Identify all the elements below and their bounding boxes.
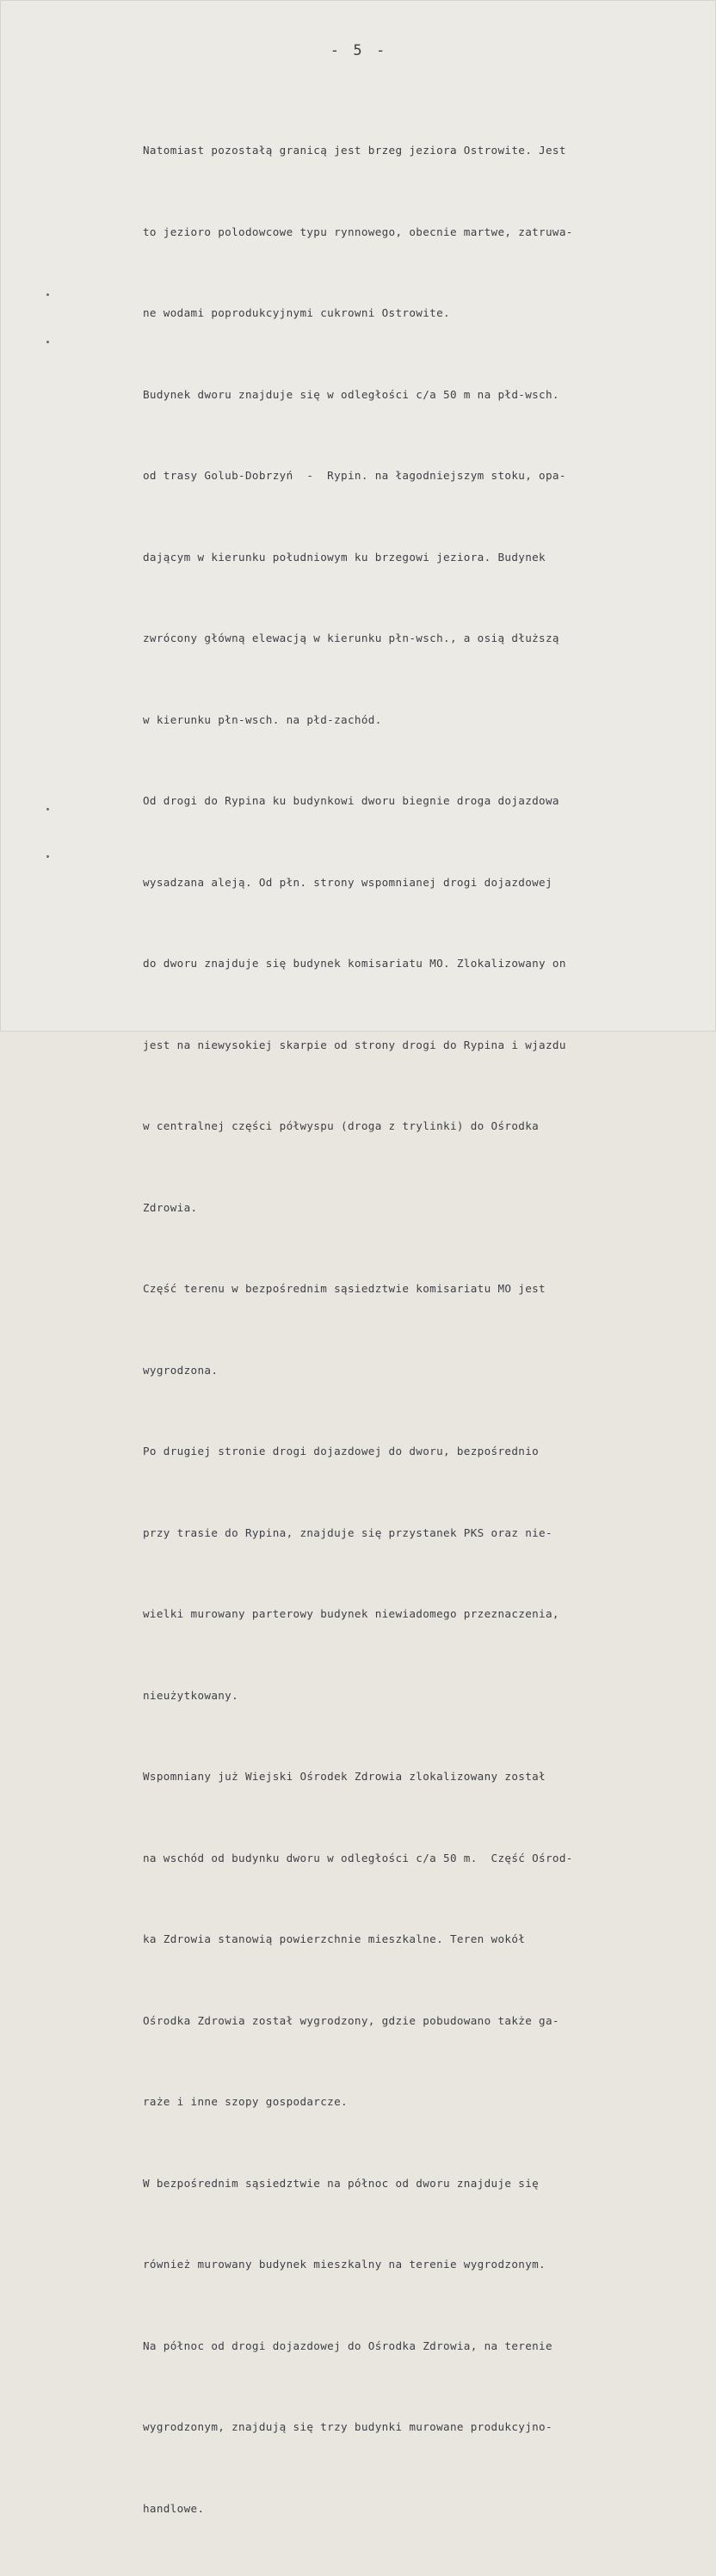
typed-text-body: [143, 83, 702, 2576]
text-line: wysadzana aleją. Od płn. strony wspomnianej drogi dojazdowej: [143, 875, 552, 889]
margin-punch-dot: [46, 341, 49, 343]
text-line: Po drugiej stronie drogi dojazdowej do dworu, bezpośrednio: [143, 1445, 540, 1457]
text-line: Budynek dworu znajduje się w odległości c/a 50 m na płd-wsch.: [143, 387, 559, 401]
page-number-dash-left: -: [330, 42, 340, 59]
text-line: Natomiast pozostałą granicą jest brzeg jeziora Ostrowite. Jest: [143, 144, 566, 157]
text-line: Od drogi do Rypina ku budynkowi dworu biegnie droga dojazdowa: [143, 794, 559, 807]
page-number-value: 5: [353, 42, 363, 59]
text-line: również murowany budynek mieszkalny na terenie wygrodzonym.: [143, 2258, 546, 2271]
text-line: w centralnej części półwyspu (droga z trylinki) do Ośrodka: [143, 1119, 540, 1132]
margin-punch-dot: [46, 855, 49, 858]
text-line: wygrodzonym, znajdują się trzy budynki murowane produkcyjno-: [143, 2420, 552, 2433]
text-line: Na północ od drogi dojazdowej do Ośrodka Zdrowia, na terenie: [143, 2339, 552, 2352]
text-line: handlowe.: [143, 2501, 205, 2515]
text-line: ka Zdrowia stanowią powierzchnie mieszkalne. Teren wokół: [143, 1932, 526, 1945]
margin-punch-dot: [46, 808, 49, 810]
text-line: ne wodami poprodukcyjnymi cukrowni Ostrowite.: [143, 306, 450, 319]
text-line: Zdrowia.: [143, 1200, 198, 1214]
text-line: Część terenu w bezpośrednim sąsiedztwie komisariatu MO jest: [143, 1282, 546, 1295]
page-number: [0, 42, 716, 59]
text-line: jest na niewysokiej skarpie od strony drogi do Rypina i wjazdu: [143, 1038, 566, 1051]
text-line: do dworu znajduje się budynek komisariatu MO. Zlokalizowany on: [143, 957, 566, 970]
text-line: wygrodzona.: [143, 1363, 219, 1377]
text-line: Wspomniany już Wiejski Ośrodek Zdrowia zlokalizowany został: [143, 1770, 546, 1783]
text-line: dającym w kierunku południowym ku brzegowi jeziora. Budynek: [143, 550, 546, 564]
text-line: w kierunku płn-wsch. na płd-zachód.: [143, 712, 382, 726]
page-number-dash-right: -: [376, 42, 386, 59]
text-line: nieużytkowany.: [143, 1688, 239, 1702]
text-line: od trasy Golub-Dobrzyń - Rypin. na łagodniejszym stoku, opa-: [143, 469, 566, 482]
text-line: W bezpośrednim sąsiedztwie na północ od dworu znajduje się: [143, 2176, 540, 2190]
text-line: przy trasie do Rypina, znajduje się przystanek PKS oraz nie-: [143, 1525, 552, 1539]
text-line: raże i inne szopy gospodarcze.: [143, 2095, 348, 2108]
text-line: zwrócony główną elewacją w kierunku płn-wsch., a osią dłuższą: [143, 632, 559, 644]
text-line: Ośrodka Zdrowia został wygrodzony, gdzie pobudowano także ga-: [143, 2013, 559, 2027]
text-line: wielki murowany parterowy budynek niewiadomego przeznaczenia,: [143, 1607, 559, 1620]
text-line: na wschód od budynku dworu w odległości c/a 50 m. Część Ośrod-: [143, 1851, 573, 1864]
text-line: to jezioro polodowcowe typu rynnowego, obecnie martwe, zatruwa-: [143, 225, 573, 238]
margin-punch-dot: [46, 293, 49, 296]
